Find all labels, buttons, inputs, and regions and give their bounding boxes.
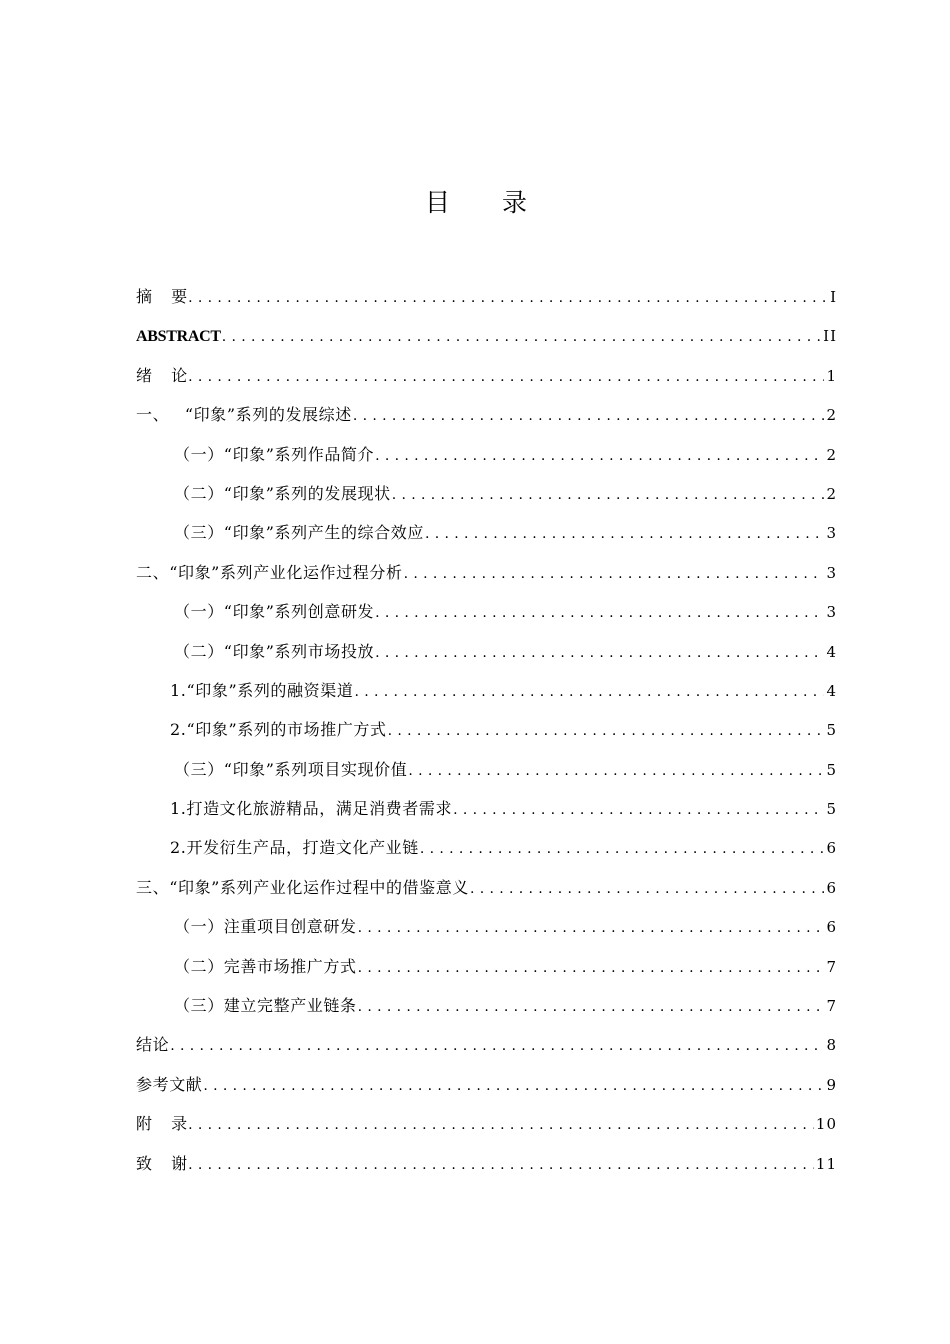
toc-entry-page: 6 — [826, 878, 837, 897]
toc-entry-page: 9 — [826, 1075, 837, 1094]
toc-entry-2-2[interactable] — [136, 638, 837, 677]
toc-title: 目 录 — [425, 188, 549, 217]
toc-entry-label: （二）“印象”系列市场投放 — [174, 641, 375, 661]
toc-entry-1-2[interactable] — [136, 480, 837, 519]
toc-entry-page: 5 — [826, 721, 837, 740]
toc-dot-leader — [470, 875, 824, 903]
toc-entry-1-3[interactable] — [136, 519, 837, 558]
toc-dot-leader — [425, 520, 824, 548]
toc-dot-leader — [222, 323, 821, 351]
toc-entry-label: 致 谢 — [136, 1153, 188, 1173]
toc-dot-leader — [375, 639, 824, 667]
toc-entry-page: 11 — [815, 1154, 837, 1173]
toc-entry-references[interactable] — [136, 1071, 837, 1110]
toc-dot-leader — [420, 835, 825, 863]
toc-entry-page: 3 — [826, 563, 837, 582]
toc-dot-leader — [188, 284, 828, 312]
toc-entry-page: 1 — [826, 366, 837, 385]
toc-dot-leader — [408, 757, 824, 785]
toc-entry-page: 8 — [826, 1036, 837, 1055]
toc-entry-page: 3 — [826, 603, 837, 622]
toc-entry-label: （三）“印象”系列产生的综合效应 — [174, 523, 424, 543]
toc-entry-1-1[interactable] — [136, 441, 837, 480]
toc-dot-leader — [188, 1111, 814, 1139]
toc-entry-page: I — [830, 288, 837, 306]
toc-entry-page: 6 — [826, 918, 837, 937]
toc-entry-page: 6 — [826, 839, 837, 858]
toc-dot-leader — [358, 954, 825, 982]
toc-entry-appendix[interactable] — [136, 1110, 837, 1149]
toc-entry-label: ABSTRACT — [136, 328, 221, 346]
toc-entry-2-2-1[interactable] — [136, 677, 837, 716]
toc-dot-leader — [392, 481, 825, 509]
toc-entry-2-1[interactable] — [136, 598, 837, 637]
toc-dot-leader — [404, 560, 825, 588]
toc-entry-label: （一）“印象”系列创意研发 — [174, 602, 375, 622]
toc-entry-page: 7 — [826, 997, 837, 1016]
toc-dot-leader — [170, 1032, 824, 1060]
toc-entry-page: II — [823, 327, 837, 346]
toc-entry-label: 三、“印象”系列产业化运作过程中的借鉴意义 — [136, 877, 469, 897]
toc-entry-label: （二）“印象”系列的发展现状 — [174, 483, 391, 503]
toc-entry-label: （二）完善市场推广方式 — [174, 956, 357, 976]
toc-entry-label: 二、“印象”系列产业化运作过程分析 — [136, 562, 403, 582]
toc-entry-2-2-2[interactable] — [136, 716, 837, 755]
toc-dot-leader — [353, 402, 825, 430]
toc-entry-abstract-en[interactable] — [136, 322, 837, 361]
toc-entry-3-1[interactable] — [136, 913, 837, 952]
toc-entry-label: 附 录 — [136, 1114, 188, 1134]
toc-dot-leader — [453, 796, 824, 824]
toc-entry-label: 2.开发衍生产品，打造文化产业链 — [170, 838, 419, 858]
toc-entry-2-3-2[interactable] — [136, 834, 837, 873]
toc-list — [136, 283, 837, 1189]
toc-dot-leader — [354, 678, 824, 706]
toc-entry-label: 一、 “印象”系列的发展综述 — [136, 405, 352, 425]
toc-entry-page: 3 — [826, 524, 837, 543]
toc-entry-chapter-3[interactable] — [136, 874, 837, 913]
toc-dot-leader — [358, 914, 825, 942]
toc-dot-leader — [188, 363, 824, 391]
toc-entry-label: 参考文献 — [136, 1074, 203, 1094]
toc-dot-leader — [375, 442, 824, 470]
toc-entry-label: （一）“印象”系列作品简介 — [174, 444, 375, 464]
toc-entry-3-3[interactable] — [136, 992, 837, 1031]
toc-entry-page: 5 — [826, 760, 837, 779]
toc-entry-conclusion[interactable] — [136, 1031, 837, 1070]
toc-entry-chapter-2[interactable] — [136, 559, 837, 598]
toc-entry-chapter-1[interactable] — [136, 401, 837, 440]
toc-dot-leader — [388, 717, 825, 745]
toc-entry-label: 1.“印象”系列的融资渠道 — [170, 680, 354, 700]
toc-entry-page: 4 — [826, 681, 837, 700]
toc-dot-leader — [203, 1072, 824, 1100]
toc-dot-leader — [358, 993, 825, 1021]
toc-entry-abstract-cn[interactable] — [136, 283, 837, 322]
toc-entry-page: 7 — [826, 957, 837, 976]
toc-entry-label: 绪 论 — [136, 365, 188, 385]
toc-entry-label: （三）建立完整产业链条 — [174, 996, 357, 1016]
toc-entry-acknowledgements[interactable] — [136, 1150, 837, 1189]
toc-entry-label: 结论 — [136, 1035, 170, 1055]
toc-entry-label: （一）注重项目创意研发 — [174, 917, 357, 937]
toc-entry-label: 2.“印象”系列的市场推广方式 — [170, 720, 387, 740]
toc-entry-page: 10 — [815, 1115, 837, 1134]
toc-dot-leader — [375, 599, 824, 627]
toc-entry-3-2[interactable] — [136, 953, 837, 992]
toc-entry-2-3[interactable] — [136, 756, 837, 795]
toc-entry-page: 5 — [826, 800, 837, 819]
toc-entry-page: 4 — [826, 642, 837, 661]
toc-entry-page: 2 — [826, 484, 837, 503]
toc-entry-label: （三）“印象”系列项目实现价值 — [174, 759, 408, 779]
toc-entry-introduction[interactable] — [136, 362, 837, 401]
toc-entry-2-3-1[interactable] — [136, 795, 837, 834]
toc-entry-label: 摘 要 — [136, 287, 188, 306]
toc-entry-label: 1.打造文化旅游精品，满足消费者需求 — [170, 799, 453, 819]
toc-entry-page: 2 — [826, 445, 837, 464]
toc-dot-leader — [188, 1151, 814, 1179]
toc-entry-page: 2 — [826, 406, 837, 425]
